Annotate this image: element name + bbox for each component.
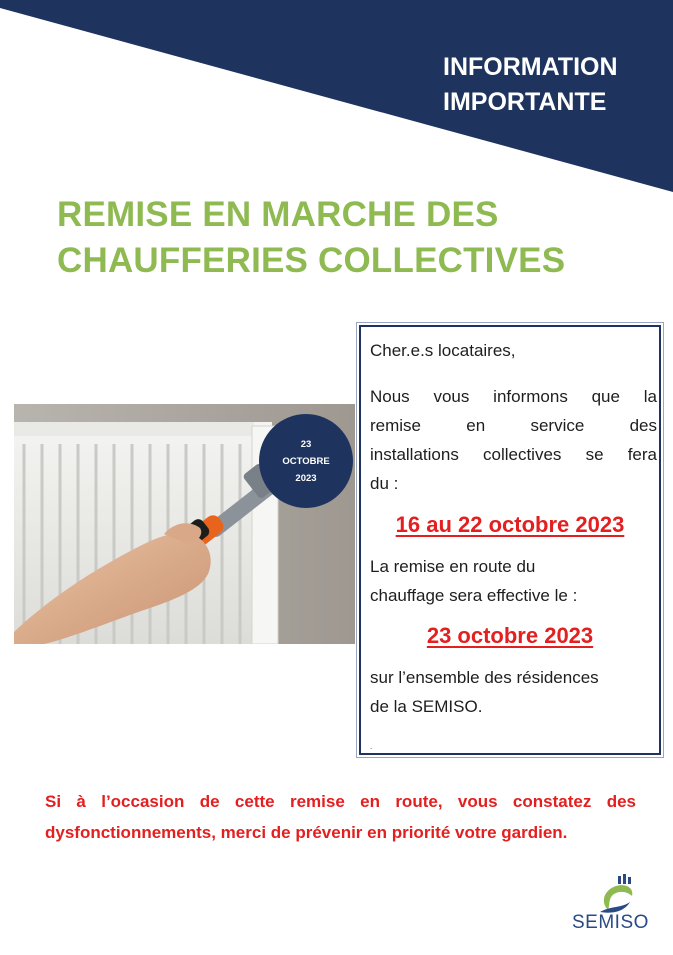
box-dot: . bbox=[370, 742, 373, 751]
banner-line-2: IMPORTANTE bbox=[443, 88, 607, 116]
restart-line-2: chauffage sera effective le : bbox=[370, 586, 578, 605]
badge-year: 2023 bbox=[295, 472, 317, 484]
banner-line-1: INFORMATION bbox=[443, 53, 618, 81]
scope-line-1: sur l’ensemble des résidences bbox=[370, 668, 599, 687]
title-line-2: CHAUFFERIES COLLECTIVES bbox=[57, 241, 566, 280]
scope-paragraph bbox=[370, 663, 657, 721]
greeting: Cher.e.s locataires, bbox=[370, 341, 516, 360]
page-title bbox=[57, 192, 657, 284]
warning-line-1: Si à l’occasion de cette remise en route, vous constatez des bbox=[45, 792, 636, 811]
warning-text bbox=[45, 786, 636, 848]
semiso-logo-text: SEMISO bbox=[572, 912, 649, 933]
period-date: 16 au 22 octobre 2023 bbox=[395, 512, 625, 537]
restart-line-1: La remise en route du bbox=[370, 557, 536, 576]
intro-line-3: installations collectives se fera bbox=[370, 445, 657, 464]
intro-line-4: du : bbox=[370, 474, 399, 493]
intro-line-1: Nous vous informons que la bbox=[370, 387, 657, 406]
date-badge bbox=[259, 414, 353, 508]
period-line bbox=[362, 511, 658, 539]
radiator-top bbox=[14, 422, 254, 436]
badge-day: 23 bbox=[300, 438, 312, 450]
banner-title bbox=[443, 50, 668, 120]
intro-paragraph bbox=[370, 382, 657, 498]
warning-line-2: dysfonctionnements, merci de prévenir en priorité votre gardien. bbox=[45, 823, 568, 842]
intro-line-2: remise en service des bbox=[370, 416, 657, 435]
badge-month: OCTOBRE bbox=[282, 455, 330, 467]
restart-paragraph bbox=[370, 552, 657, 610]
scope-line-2: de la SEMISO. bbox=[370, 697, 483, 716]
restart-date-line bbox=[362, 622, 658, 650]
title-line-1: REMISE EN MARCHE DES bbox=[57, 195, 499, 234]
restart-date: 23 octobre 2023 bbox=[426, 623, 594, 648]
